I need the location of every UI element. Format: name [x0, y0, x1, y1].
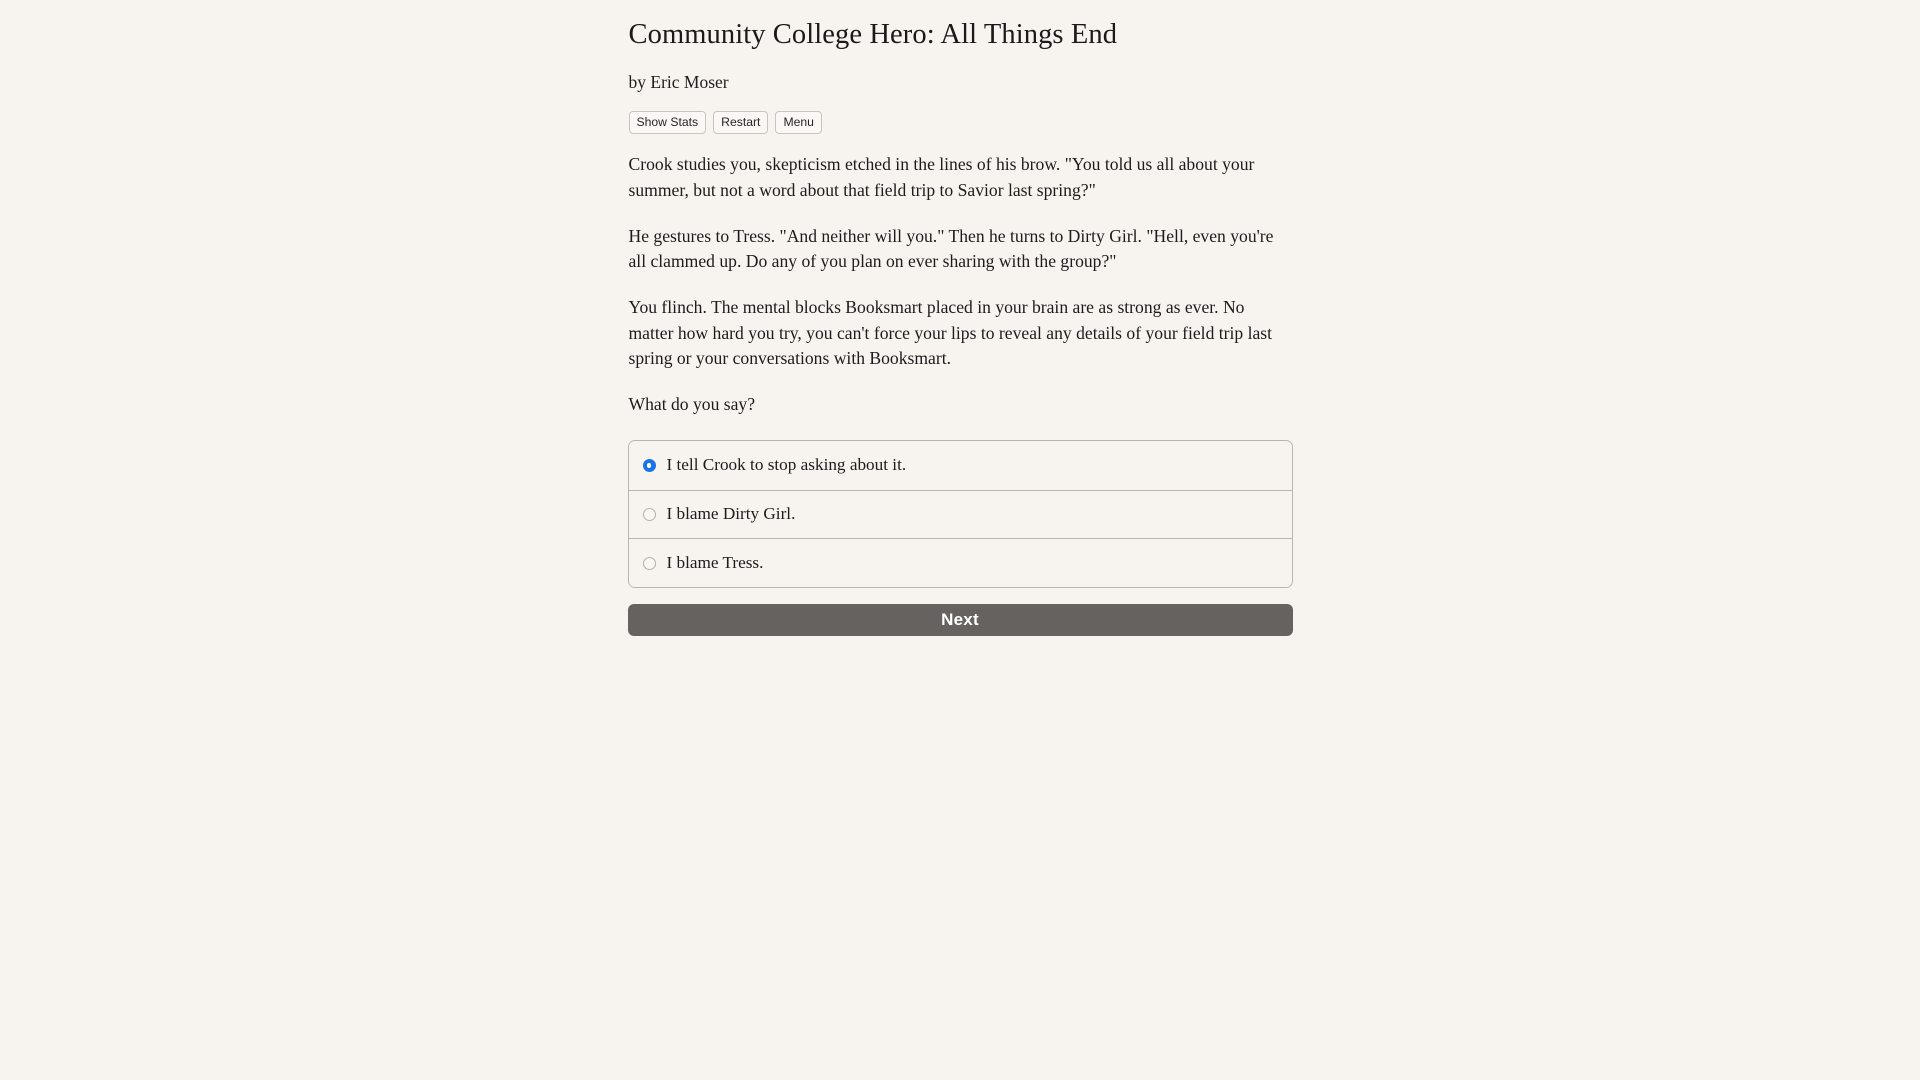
page-title: Community College Hero: All Things End	[628, 19, 1118, 50]
story-paragraph: You flinch. The mental blocks Booksmart placed in your brain are as strong as ever. No matter how hard you try, you can't force your lips to reveal any details of your field trip last spring or your conversations with Booksmart.	[628, 297, 1273, 369]
show-stats-button[interactable]: Show Stats	[629, 111, 707, 134]
menu-button[interactable]: Menu	[775, 111, 822, 134]
radio-button-icon[interactable]	[643, 557, 656, 570]
choice-option[interactable]	[629, 441, 1292, 490]
radio-button-icon[interactable]	[643, 459, 656, 472]
restart-button[interactable]: Restart	[713, 111, 768, 134]
story-paragraph: He gestures to Tress. "And neither will you." Then he turns to Dirty Girl. "Hell, even you're all clammed up. Do any of you plan on ever sharing with the group?"	[628, 225, 1274, 272]
next-button[interactable]: Next	[628, 604, 1293, 636]
story-text	[628, 152, 1293, 372]
choice-label: I blame Tress.	[666, 552, 764, 572]
game-container	[628, 0, 1293, 636]
choice-option[interactable]	[629, 490, 1292, 539]
choice-list	[628, 440, 1293, 588]
story-paragraph: Crook studies you, skepticism etched in the lines of his brow. "You told us all about your summer, but not a word about that field trip to Savior last spring?"	[628, 154, 1255, 201]
choice-label: I blame Dirty Girl.	[666, 504, 796, 524]
choice-prompt: What do you say?	[628, 394, 756, 415]
nav-button-bar	[629, 111, 1293, 134]
author-byline: by Eric Moser	[628, 72, 729, 93]
choice-label: I tell Crook to stop asking about it.	[666, 454, 907, 474]
choice-option[interactable]	[629, 538, 1292, 587]
radio-button-icon[interactable]	[643, 508, 656, 521]
